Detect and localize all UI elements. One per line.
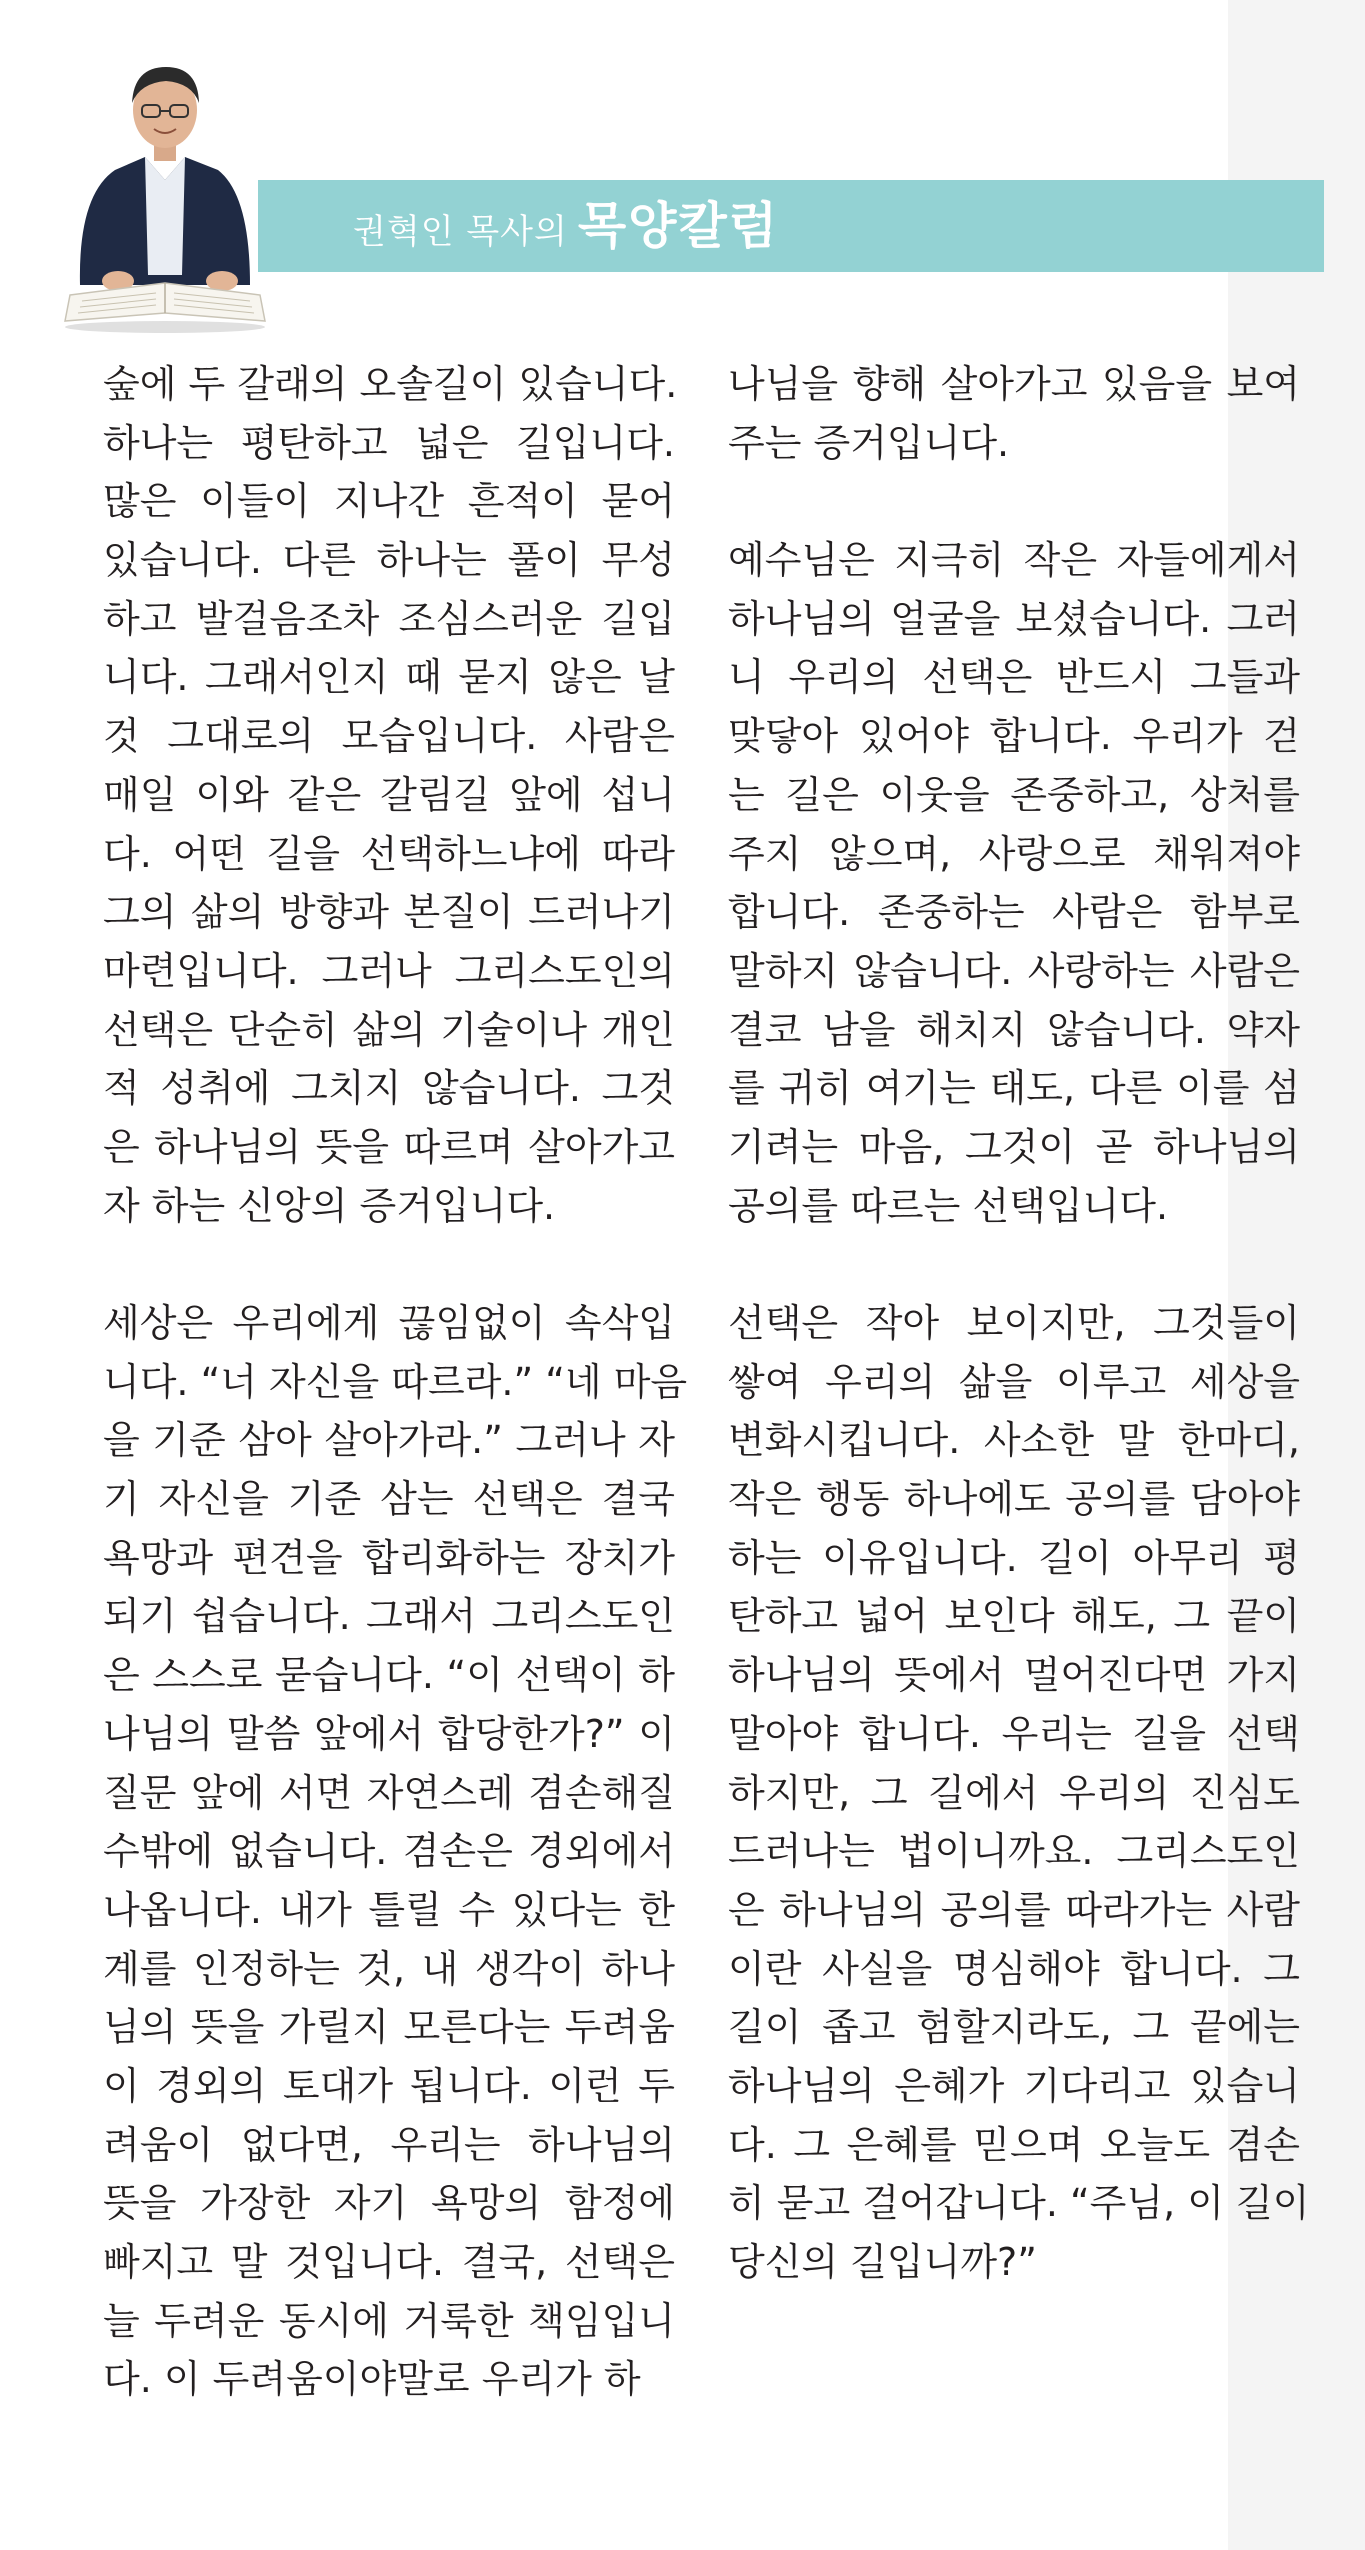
- article-text-line: 하지만, 그 길에서 우리의 진심도: [728, 1770, 1300, 1815]
- article-text-line: 은 하나님의 뜻을 따르며 살아가고: [103, 1124, 675, 1169]
- article-text-line: 숲에 두 갈래의 오솔길이 있습니다.: [103, 362, 678, 406]
- article-text-line: 길이 좁고 험할지라도, 그 끝에는: [728, 2005, 1300, 2050]
- article-text-line: 수밖에 없습니다. 겸손은 경외에서: [103, 1829, 675, 1874]
- article-text-line: 니다. 그래서인지 때 묻지 않은 날: [103, 655, 675, 700]
- article-text-line: 를 귀히 여기는 태도, 다른 이를 섬: [728, 1066, 1300, 1111]
- author-prefix: 권혁인 목사의: [353, 212, 568, 252]
- article-text-line: 하나님의 뜻에서 멀어진다면 가지: [728, 1653, 1300, 1698]
- article-text-line: 다. 그 은혜를 믿으며 오늘도 겸손: [728, 2122, 1300, 2167]
- paragraph-gap: [728, 1235, 1300, 1294]
- article-text-line: 되기 쉽습니다. 그래서 그리스도인: [103, 1594, 675, 1639]
- article-text-line: 합니다. 존중하는 사람은 함부로: [728, 890, 1300, 935]
- article-text-line: 히 묻고 걸어갑니다. “주님, 이 길이: [728, 2181, 1310, 2226]
- article-text-line: 하는 이유입니다. 길이 아무리 평: [728, 1535, 1300, 1580]
- article-text-line: 공의를 따르는 선택입니다.: [728, 1183, 1169, 1228]
- paragraph-gap: [728, 472, 1300, 531]
- article-text-line: 을 기준 삼아 살아가라.” 그러나 자: [103, 1418, 675, 1463]
- article-text-line: 님의 뜻을 가릴지 모른다는 두려움: [103, 2005, 675, 2050]
- article-text-line: 예수님은 지극히 작은 자들에게서: [728, 538, 1300, 583]
- article-text-line: 작은 행동 하나에도 공의를 담아야: [728, 1477, 1300, 1522]
- article-text-line: 드러나는 법이니까요. 그리스도인: [728, 1829, 1300, 1874]
- article-text-line: 나옵니다. 내가 틀릴 수 있다는 한: [103, 1887, 675, 1932]
- article-text-line: 맞닿아 있어야 합니다. 우리가 걷: [728, 714, 1300, 759]
- article-text-line: 은 하나님의 공의를 따라가는 사람: [728, 1887, 1300, 1932]
- article-text-line: 은 스스로 묻습니다. “이 선택이 하: [103, 1653, 675, 1698]
- article-text-line: 기려는 마음, 그것이 곧 하나님의: [728, 1124, 1300, 1169]
- article-text-line: 계를 인정하는 것, 내 생각이 하나: [103, 1946, 675, 1991]
- article-text-line: 적 성취에 그치지 않습니다. 그것: [103, 1066, 675, 1111]
- paragraph-gap: [103, 1235, 675, 1294]
- article-text-line: 그의 삶의 방향과 본질이 드러나기: [103, 890, 675, 935]
- article-text-line: 나님을 향해 살아가고 있음을 보여: [728, 362, 1300, 406]
- article-text-line: 주는 증거입니다.: [728, 420, 1010, 465]
- article-text-line: 자 하는 신앙의 증거입니다.: [103, 1183, 556, 1228]
- article-text-line: 질문 앞에 서면 자연스레 겸손해질: [103, 1770, 675, 1815]
- pastor-portrait-icon: [60, 45, 275, 335]
- article-text-line: 다. 이 두려움이야말로 우리가 하: [103, 2357, 641, 2402]
- article-text-line: 탄하고 넓어 보인다 해도, 그 끝이: [728, 1594, 1300, 1639]
- article-text-line: 뜻을 가장한 자기 욕망의 함정에: [103, 2181, 675, 2226]
- article-text-line: 마련입니다. 그러나 그리스도인의: [103, 948, 675, 993]
- article-text-line: 것 그대로의 모습입니다. 사람은: [103, 714, 675, 759]
- article-text-line: 매일 이와 같은 갈림길 앞에 섭니: [103, 772, 675, 817]
- article-text-line: 주지 않으며, 사랑으로 채워져야: [728, 831, 1300, 876]
- article-text-line: 빠지고 말 것입니다. 결국, 선택은: [103, 2240, 675, 2284]
- column-name: 목양칼럼: [577, 197, 780, 255]
- article-text-line: 선택은 단순히 삶의 기술이나 개인: [103, 1007, 675, 1052]
- article-text-line: 있습니다. 다른 하나는 풀이 무성: [103, 538, 675, 583]
- column-header-banner: [258, 180, 1324, 272]
- article-text-line: 하나님의 얼굴을 보셨습니다. 그러: [728, 596, 1300, 641]
- article-text-line: 말하지 않습니다. 사랑하는 사람은: [728, 948, 1300, 993]
- article-text-line: 당신의 길입니까?”: [728, 2240, 1037, 2284]
- article-text-line: 다. 어떤 길을 선택하느냐에 따라: [103, 831, 675, 876]
- article-text-line: 이 경외의 토대가 됩니다. 이런 두: [103, 2063, 675, 2108]
- article-text-line: 하나는 평탄하고 넓은 길입니다.: [103, 420, 675, 465]
- article-text-line: 욕망과 편견을 합리화하는 장치가: [103, 1535, 675, 1580]
- article-text-line: 니다. “너 자신을 따르라.” “네 마음: [103, 1359, 688, 1404]
- article-text-line: 변화시킵니다. 사소한 말 한마디,: [728, 1418, 1300, 1463]
- article-text-line: 선택은 작아 보이지만, 그것들이: [728, 1301, 1300, 1345]
- article-text-line: 쌓여 우리의 삶을 이루고 세상을: [728, 1359, 1300, 1404]
- article-text-line: 하고 발걸음조차 조심스러운 길입: [103, 596, 675, 641]
- column-header-title: [353, 180, 779, 272]
- article-left-column: [103, 355, 688, 2409]
- article-text-line: 많은 이들이 지나간 흔적이 묻어: [103, 479, 675, 524]
- article-text-line: 는 길은 이웃을 존중하고, 상처를: [728, 772, 1300, 817]
- article-text-line: 하나님의 은혜가 기다리고 있습니: [728, 2063, 1300, 2108]
- article-text-line: 늘 두려운 동시에 거룩한 책임입니: [103, 2298, 675, 2343]
- article-right-column: [728, 355, 1310, 2292]
- article-text-line: 려움이 없다면, 우리는 하나님의: [103, 2122, 675, 2167]
- article-text-line: 기 자신을 기준 삼는 선택은 결국: [103, 1477, 675, 1522]
- article-text-line: 세상은 우리에게 끊임없이 속삭입: [103, 1301, 675, 1345]
- article-text-line: 나님의 말씀 앞에서 합당한가?” 이: [103, 1711, 675, 1756]
- article-text-line: 이란 사실을 명심해야 합니다. 그: [728, 1946, 1300, 1991]
- article-text-line: 말아야 합니다. 우리는 길을 선택: [728, 1711, 1300, 1756]
- article-text-line: 니 우리의 선택은 반드시 그들과: [728, 655, 1300, 700]
- article-text-line: 결코 남을 해치지 않습니다. 약자: [728, 1007, 1300, 1052]
